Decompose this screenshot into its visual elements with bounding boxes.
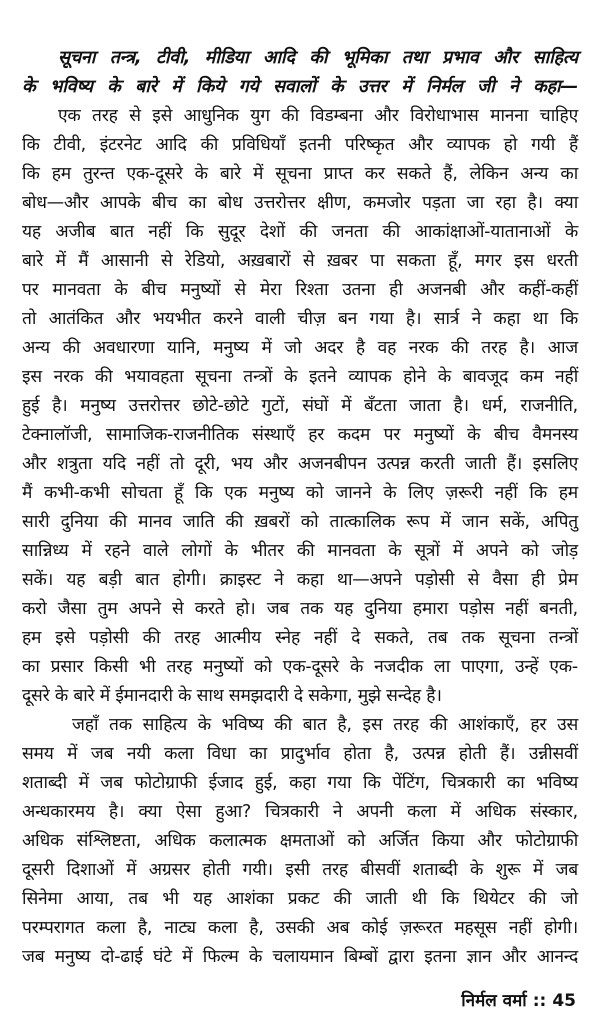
paragraph-line: इस नरक की भयावहता सूचना तन्त्रों के इतने व्यापक होने के बावजूद कम नहीं — [22, 367, 578, 387]
paragraph-line: हुई है। मनुष्य उत्तरोत्तर छोटे-छोटे गुटों, संघों में बँटता जाता है। धर्म, राजनीति, — [22, 396, 578, 416]
paragraph-line: का प्रसार किसी भी तरह मनुष्यों को एक-दूसरे के नजदीक ला पाएगा, उन्हें एक- — [22, 657, 578, 677]
paragraph-line: सकें। यह बड़ी बात होगी। क्राइस्ट ने कहा था—अपने पड़ोसी से वैसा ही प्रेम — [22, 570, 578, 590]
intro-line: के भविष्य के बारे में किये गये सवालों के उत्तर में निर्मल जी ने कहा— — [22, 76, 578, 97]
paragraph-line: कि टीवी, इंटरनेट आदि की प्रविधियाँ इतनी परिष्कृत और व्यापक हो गयी हैं — [22, 135, 578, 155]
paragraph-line: हम इसे पड़ोसी की तरह आत्मीय स्नेह नहीं दे सकते, तब तक सूचना तन्त्रों — [22, 628, 578, 648]
paragraph-line: पर मानवता के बीच मनुष्यों से मेरा रिश्ता उतना ही अजनबी और कहीं-कहीं — [22, 280, 578, 300]
paragraph-line: सारी दुनिया की मानव जाति की ख़बरों को तात्कालिक रूप में जान सकें, अपितु — [22, 512, 578, 532]
paragraph-line: जब मनुष्य दो-ढाई घंटे में फिल्म के चलायमान बिम्बों द्वारा इतना ज्ञान और आनन्द — [22, 947, 578, 967]
paragraph-line: टेक्नालॉजी, सामाजिक-राजनीतिक संस्थाएँ हर कदम पर मनुष्यों के बीच वैमनस्य — [22, 425, 578, 445]
paragraph-line: अन्य की अवधारणा यानि, मनुष्य में जो अदर है वह नरक की तरह है। आज — [22, 338, 578, 358]
paragraph-line: शताब्दी में जब फोटोग्राफी ईजाद हुई, कहा गया कि पेंटिंग, चित्रकारी का भविष्य — [22, 773, 578, 793]
paragraph-line: समय में जब नयी कला विधा का प्रादुर्भाव होता है, उत्पन्न होती हैं। उन्नीसवीं — [22, 744, 578, 764]
paragraph-line: कि हम तुरन्त एक-दूसरे के बारे में सूचना प्राप्त कर सकते हैं, लेकिन अन्य का — [22, 164, 578, 184]
paragraph-line: बारे में मैं आसानी से रेडियो, अख़बारों से ख़बर पा सकता हूँ, मगर इस धरती — [22, 251, 578, 271]
paragraph-line: सान्निध्य में रहने वाले लोगों के भीतर की मानवता के सूत्रों में अपने को जोड़ — [22, 541, 578, 561]
footer-separator: :: — [532, 991, 547, 1011]
paragraph-line: और शत्रुता यदि नहीं तो दूरी, भय और अजनबीपन उत्पन्न करती जाती हैं। इसलिए — [22, 454, 578, 474]
paragraph-line: करो जैसा तुम अपने से करते हो। जब तक यह दुनिया हमारा पड़ोस नहीं बनती, — [22, 599, 578, 619]
paragraph-line: सिनेमा आया, तब भी यह आशंका प्रकट की जाती थी कि थियेटर की जो — [22, 889, 578, 909]
paragraph-line: परम्परागत कला है, नाट्य कला है, उसकी अब कोई ज़रूरत महसूस नहीं होगी। — [22, 918, 578, 938]
paragraph-line: दूसरी दिशाओं में अग्रसर होती गयी। इसी तरह बीसवीं शताब्दी के शुरू में जब — [22, 860, 578, 880]
paragraph-line: एक तरह से इसे आधुनिक युग की विडम्बना और विरोधाभास मानना चाहिए — [58, 106, 578, 126]
paragraph-line: अन्धकारमय है। क्या ऐसा हुआ? चित्रकारी ने अपनी कला में अधिक संस्कार, — [22, 802, 578, 822]
paragraph-line: अधिक संश्लिष्टता, अधिक कलात्मक क्षमताओं को अर्जित किया और फोटोग्राफी — [22, 831, 578, 851]
page-number: 45 — [552, 991, 576, 1011]
paragraph-line: मैं कभी-कभी सोचता हूँ कि एक मनुष्य को जानने के लिए ज़रूरी नहीं कि हम — [22, 483, 578, 503]
page-footer — [461, 988, 576, 1011]
paragraph-line: बोध—और आपके बीच का बोध उत्तरोत्तर क्षीण, कमजोर पड़ता जा रहा है। क्या — [22, 193, 578, 213]
intro-line: सूचना तन्त्र, टीवी, मीडिया आदि की भूमिका तथा प्रभाव और साहित्य — [58, 47, 578, 68]
footer-author: निर्मल वर्मा — [461, 991, 527, 1011]
paragraph-line: दूसरे के बारे में ईमानदारी के साथ समझदारी दे सकेगा, मुझे सन्देह है। — [22, 686, 442, 706]
paragraph-line: तो आतंकित और भयभीत करने वाली चीज़ बन गया है। सार्त्र ने कहा था कि — [22, 309, 578, 329]
paragraph-line: यह अजीब बात नहीं कि सुदूर देशों की जनता की आकांक्षाओं-यातानाओं के — [22, 222, 578, 242]
paragraph-line: जहाँ तक साहित्य के भविष्य की बात है, इस तरह की आशंकाएँ, हर उस — [72, 715, 578, 735]
